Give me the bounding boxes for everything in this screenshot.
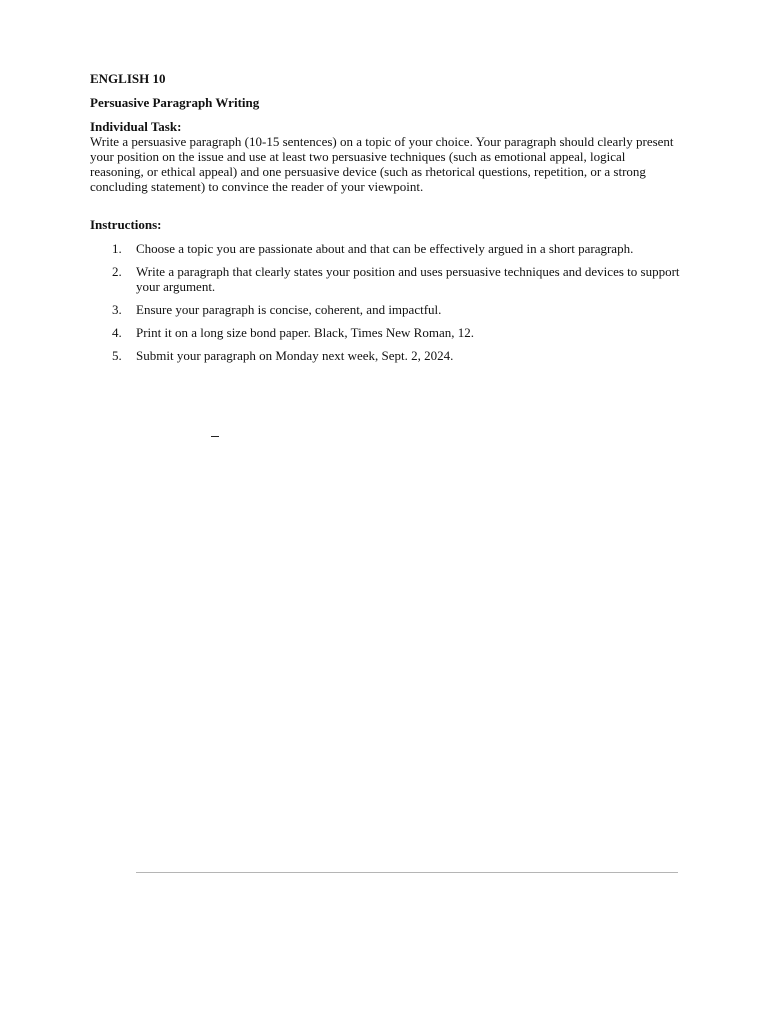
task-heading: Individual Task: bbox=[90, 119, 182, 134]
course-label: ENGLISH 10 bbox=[90, 71, 166, 86]
instruction-item bbox=[90, 325, 690, 340]
assignment-title: Persuasive Paragraph Writing bbox=[90, 95, 260, 110]
stray-dash-mark bbox=[211, 436, 219, 437]
task-description: Write a persuasive paragraph (10-15 sentences) on a topic of your choice. Your paragraph should clearly present your position on the issue and use at least two persuasive techniques (such as emotional appeal, logical reasoning, or ethical appeal) and one persuasive device (such as rhetorical questions, repetition, or a strong concluding statement) to convince the reader of your viewpoint. bbox=[90, 134, 674, 194]
instructions-heading: Instructions: bbox=[90, 217, 162, 232]
footer-divider bbox=[136, 872, 678, 873]
instruction-number: 5. bbox=[112, 348, 122, 363]
instructions-list bbox=[90, 241, 690, 371]
instruction-text: Submit your paragraph on Monday next week, Sept. 2, 2024. bbox=[136, 348, 454, 363]
instruction-text: Choose a topic you are passionate about and that can be effectively argued in a short paragraph. bbox=[136, 241, 634, 256]
instruction-item bbox=[90, 241, 690, 256]
instruction-number: 3. bbox=[112, 302, 122, 317]
instruction-text: Write a paragraph that clearly states your position and uses persuasive techniques and devices to support your argument. bbox=[136, 264, 680, 294]
instruction-item bbox=[90, 302, 690, 317]
instruction-text: Ensure your paragraph is concise, coherent, and impactful. bbox=[136, 302, 442, 317]
instruction-number: 4. bbox=[112, 325, 122, 340]
instruction-text: Print it on a long size bond paper. Black, Times New Roman, 12. bbox=[136, 325, 474, 340]
instruction-item bbox=[90, 348, 690, 363]
instruction-item bbox=[90, 264, 690, 294]
instruction-number: 2. bbox=[112, 264, 122, 279]
instruction-number: 1. bbox=[112, 241, 122, 256]
